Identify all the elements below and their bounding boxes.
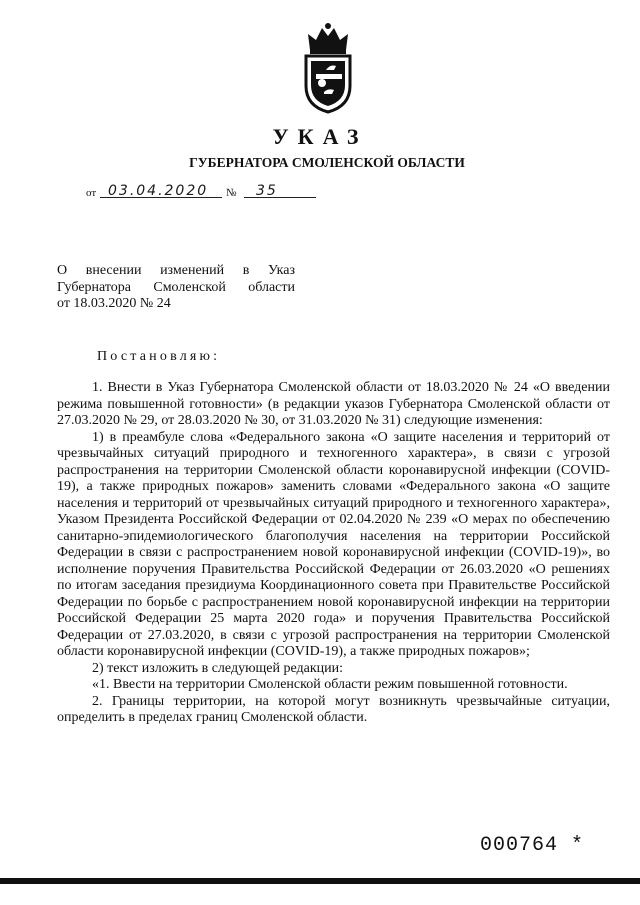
number-label: № xyxy=(226,187,237,199)
decree-word: Постановляю: xyxy=(97,349,221,364)
document-serial-number: 000764 * xyxy=(480,834,585,857)
handwritten-number: 35 xyxy=(256,183,278,199)
paragraph: 2) текст изложить в следующей редакции: xyxy=(92,660,344,676)
decree-subject xyxy=(57,263,295,313)
paragraph: 2. Границы территории, на которой могут возникнуть чрезвычайные ситуации, определить в пределах границ Смоленской области. xyxy=(57,693,610,725)
date-label: от xyxy=(86,187,97,199)
smolensk-coat-of-arms-icon xyxy=(296,20,360,116)
subject-line: от 18.03.2020 № 24 xyxy=(57,296,171,311)
issuer-subtitle: ГУБЕРНАТОРА СМОЛЕНСКОЙ ОБЛАСТИ xyxy=(189,155,465,170)
subject-line: Губернатора Смоленской области xyxy=(57,279,295,295)
scan-edge-bar xyxy=(0,878,640,884)
number-underline xyxy=(244,197,316,198)
decree-title: УКАЗ xyxy=(272,124,368,149)
decree-body xyxy=(57,380,610,727)
handwritten-date: 03.04.2020 xyxy=(108,183,209,199)
subject-line: О внесении изменений в Указ xyxy=(57,263,295,278)
paragraph: 1) в преамбуле слова «Федерального закона «О защите населения и территорий от чрезвычайных ситуаций природного и техногенного характера», в связи с угрозой распространения на территории Смоленской области коронавирусной инфекции (COVID-19), а также природных пожаров» заменить словами «Федерального закона «О защите населения и территорий от чрезвычайных ситуаций природного и техногенного характера», Указом Президента Российской Федерации от 02.04.2020 № 239 «О мерах по обеспечению санитарно-эпидемиологического благополучия населения на территории Российской Федерации в связи с распространением новой коронавирусной инфекции (COVID-19)», во исполнение поручения Правительства Российской Федерации от 26.03.2020 «О решениях по итогам заседания президиума Координационного совета при Правительстве Российской Федерации по борьбе с распространением новой коронавирусной инфекции на территории Российской Федерации 25 марта 2020 года» и поручения Правительства Российской Федерации от 27.03.2020, в связи с угрозой распространения на территории Смоленской области коронавирусной инфекции (COVID-19), а также природных пожаров»; xyxy=(57,429,610,659)
date-number-line xyxy=(86,180,326,202)
paragraph: 1. Внести в Указ Губернатора Смоленской области от 18.03.2020 № 24 «О введении режима повышенной готовности» (в редакции указов Губернатора Смоленской области от 27.03.2020 № 29, от 28.03.2020 № 30, от 31.03.2020 № 31) следующие изменения: xyxy=(57,380,610,428)
paragraph: «1. Ввести на территории Смоленской области режим повышенной готовности. xyxy=(92,677,568,692)
